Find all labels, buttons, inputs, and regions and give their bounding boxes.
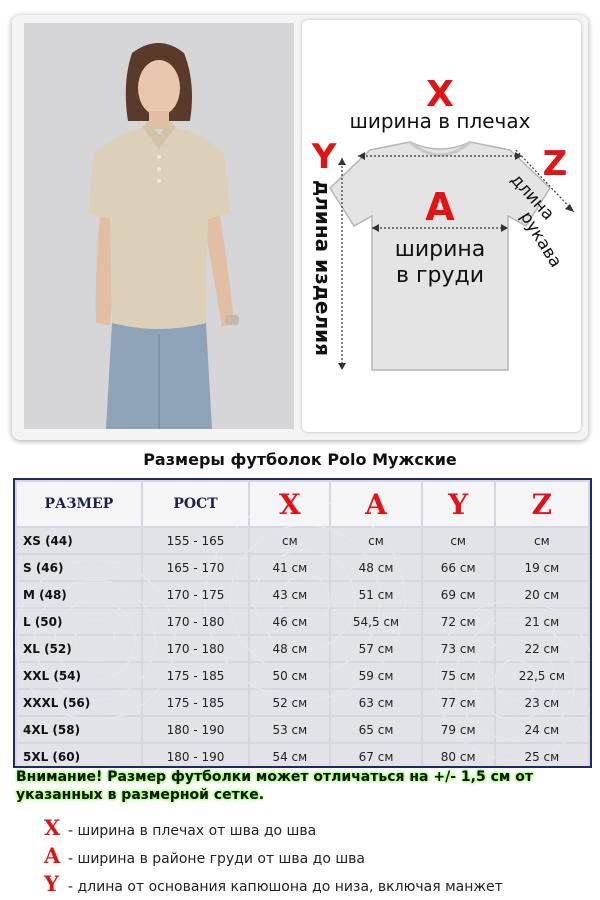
table-cell: XXXL (56) (17, 690, 141, 715)
size-chart-title: Размеры футболок Polo Мужские (143, 450, 457, 469)
table-cell: 52 см (250, 690, 329, 715)
table-cell: 63 см (331, 690, 420, 715)
legend-item-a (44, 843, 584, 868)
y-marker: Y (311, 137, 337, 177)
table-cell: 80 см (423, 744, 494, 768)
legend-item-x (44, 815, 584, 840)
table-cell: 57 см (331, 636, 420, 661)
table-cell: 165 - 170 (143, 555, 249, 580)
table-cell: 41 см (250, 555, 329, 580)
table-cell: 175 - 185 (143, 663, 249, 688)
table-cell: 24 см (496, 717, 588, 742)
table-cell: 69 см (423, 582, 494, 607)
table-cell: XXL (54) (17, 663, 141, 688)
table-cell: XS (44) (17, 528, 141, 553)
table-cell: 180 - 190 (143, 717, 249, 742)
table-cell: 73 см (423, 636, 494, 661)
table-cell: 48 см (250, 636, 329, 661)
legend-text-a: - ширина в районе груди от шва до шва (68, 851, 365, 867)
a-marker: A (425, 185, 455, 229)
table-header-row (17, 482, 588, 526)
chest-width-label-line2: в груди (395, 263, 485, 288)
garment-length-label: длина изделия (311, 180, 335, 356)
table-cell: 25 см (496, 744, 588, 768)
table-cell: XL (52) (17, 636, 141, 661)
table-row (17, 609, 588, 634)
table-cell: 175 - 185 (143, 690, 249, 715)
size-table-body (17, 528, 588, 768)
size-warning-note: Внимание! Размер футболки может отличаться на +/- 1,5 см от указанных в размерной сетке. (16, 769, 533, 803)
table-cell: 48 см (331, 555, 420, 580)
table-cell: L (50) (17, 609, 141, 634)
size-table (15, 480, 590, 768)
table-cell: 65 см (331, 717, 420, 742)
table-cell: 21 см (496, 609, 588, 634)
table-row (17, 528, 588, 553)
size-table-container (13, 478, 592, 768)
table-cell: 170 - 175 (143, 582, 249, 607)
table-row (17, 555, 588, 580)
measurement-diagram (302, 20, 581, 432)
legend-text-y: - длина от основания капюшона до низа, включая манжет (68, 879, 503, 895)
table-cell: 46 см (250, 609, 329, 634)
table-row (17, 663, 588, 688)
table-cell: 50 см (250, 663, 329, 688)
table-cell: 67 см (331, 744, 420, 768)
table-row (17, 636, 588, 661)
model-photo (24, 23, 294, 429)
table-cell: 155 - 165 (143, 528, 249, 553)
header-height: РОСТ (143, 482, 249, 526)
tshirt-measurement-illustration (302, 20, 581, 432)
table-cell: 170 - 180 (143, 636, 249, 661)
table-row (17, 582, 588, 607)
table-cell: 5XL (60) (17, 744, 141, 768)
legend-item-y (44, 871, 584, 896)
table-cell: 22,5 см (496, 663, 588, 688)
table-cell: 72 см (423, 609, 494, 634)
table-cell: 79 см (423, 717, 494, 742)
legend-mark-y: Y (44, 871, 59, 896)
table-cell: 54,5 см (331, 609, 420, 634)
legend-mark-x: X (44, 815, 61, 840)
table-cell: 19 см (496, 555, 588, 580)
table-cell: 75 см (423, 663, 494, 688)
table-cell: M (48) (17, 582, 141, 607)
table-cell: 53 см (250, 717, 329, 742)
header-y: Y (423, 482, 494, 526)
table-cell: S (46) (17, 555, 141, 580)
legend-mark-a: A (44, 843, 61, 868)
chest-width-label-line1: ширина (394, 237, 486, 262)
header-x: X (250, 482, 329, 526)
table-cell: см (423, 528, 494, 553)
header-z: Z (496, 482, 588, 526)
table-cell: 54 см (250, 744, 329, 768)
header-a: A (331, 482, 420, 526)
z-marker: Z (542, 144, 568, 184)
model-illustration (24, 23, 294, 429)
table-row (17, 690, 588, 715)
table-cell: 59 см (331, 663, 420, 688)
table-cell: см (496, 528, 588, 553)
header-size: РАЗМЕР (17, 482, 141, 526)
legend-text-x: - ширина в плечах от шва до шва (68, 823, 317, 839)
x-marker: X (426, 74, 454, 115)
table-cell: 22 см (496, 636, 588, 661)
table-cell: 51 см (331, 582, 420, 607)
table-row (17, 744, 588, 768)
sleeve-length-label-line1: длина (506, 169, 559, 225)
table-cell: 23 см (496, 690, 588, 715)
table-cell: см (331, 528, 420, 553)
table-cell: см (250, 528, 329, 553)
table-cell: 20 см (496, 582, 588, 607)
table-cell: 66 см (423, 555, 494, 580)
table-cell: 4XL (58) (17, 717, 141, 742)
table-cell: 170 - 180 (143, 609, 249, 634)
table-cell: 180 - 190 (143, 744, 249, 768)
shoulder-width-label: ширина в плечах (349, 109, 531, 133)
table-cell: 77 см (423, 690, 494, 715)
table-row (17, 717, 588, 742)
table-cell: 43 см (250, 582, 329, 607)
sleeve-length-label-line2: рукава (515, 208, 566, 272)
